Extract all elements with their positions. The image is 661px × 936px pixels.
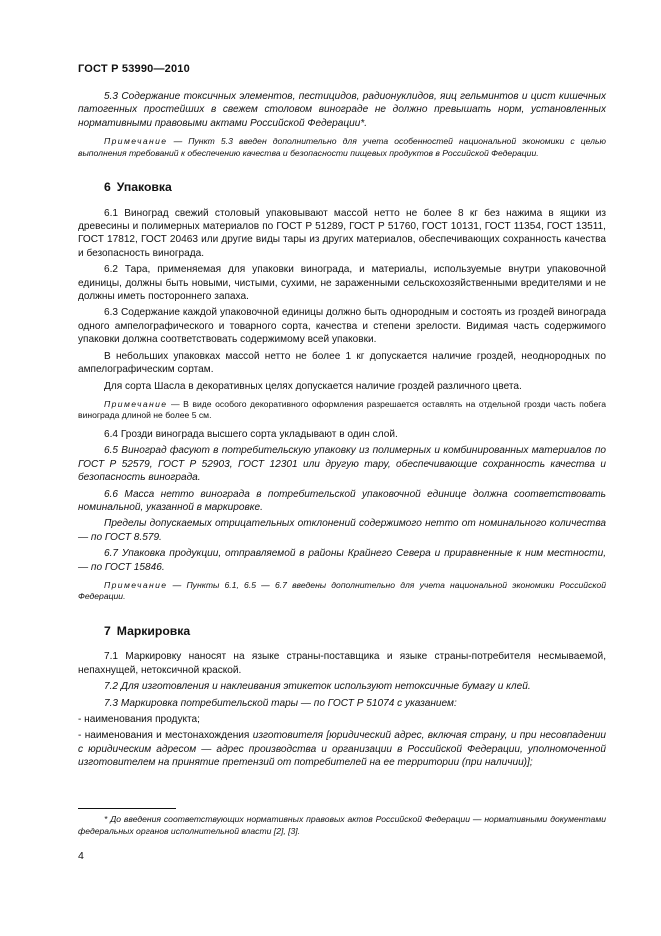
clause-6-3-small-packages: В небольших упаковках массой нетто не более 1 кг допускается наличие гроздей, неоднородных по ампелографическим сортам. xyxy=(78,350,606,376)
note-label: Примечание xyxy=(104,579,168,590)
note-text: — Пункт 5.3 введен дополнительно для учета особенностей национальной экономики с целью выполнения требований к обеспечению качества и безопасности пищевых продуктов в Российской Федерации. xyxy=(78,136,606,158)
note-6-3 xyxy=(78,399,606,422)
note-text: — Пункты 6.1, 6.5 — 6.7 введены дополнительно для учета национальной экономики Российской Федерации. xyxy=(78,579,606,602)
list-item-manufacturer xyxy=(78,729,606,769)
note-text: — В виде особого декоративного оформления разрешается оставлять на отдельной грозди часть побега винограда длиной не более 5 см. xyxy=(78,398,606,421)
note-label: Примечание xyxy=(104,398,168,409)
list-item-product-name: - наименования продукта; xyxy=(78,714,200,725)
section-number: 6 xyxy=(104,180,111,195)
note-6-7 xyxy=(78,580,606,603)
list-item-lead: - наименования и местонахождения xyxy=(78,730,253,742)
clause-7-1: 7.1 Маркировку наносят на языке страны-поставщика и языке страны-потребителя несмываемой, непахнущей, нетоксичной краской. xyxy=(78,651,606,676)
footnote-divider xyxy=(78,808,176,809)
clause-6-6: 6.6 Масса нетто винограда в потребительской упаковочной единице должна соответствовать номинальной, указанной в маркировке. xyxy=(78,488,606,513)
clause-6-2: 6.2 Тара, применяемая для упаковки винограда, и материалы, используемые внутри упаковочной единицы, должны быть новыми, чистыми, сухими, не зараженными сельскохозяйственными вредителями и не должны иметь постороннего запаха. xyxy=(78,264,606,303)
section-title: Маркировка xyxy=(116,623,191,638)
clause-6-4: 6.4 Грозди винограда высшего сорта укладывают в один слой. xyxy=(104,428,398,440)
document-code-header: ГОСТ Р 53990—2010 xyxy=(78,63,190,75)
clause-6-1: 6.1 Виноград свежий столовый упаковывают массой нетто не более 8 кг без нажима в ящики из древесины и полимерных материалов по ГОСТ Р 51289, ГОСТ Р 51760, ГОСТ 10131, ГОСТ 11354, ГОСТ 13511, ГОСТ 17812, ГОСТ 20463 или другие виды тары из других материалов, обеспечивающих сохранность качества и безопасность винограда. xyxy=(78,207,606,259)
page-number: 4 xyxy=(78,850,84,862)
section-7-heading xyxy=(104,625,606,638)
section-6-heading xyxy=(104,181,606,194)
clause-7-2: 7.2 Для изготовления и наклеивания этикеток используют нетоксичные бумагу и клей. xyxy=(104,681,531,693)
list-item-detail: изготовителя [юридический адрес, включая страну, и при несовпадении с юридическим адресом — адрес производства и организации в Российской Федерации, уполномоченной изготовителем на принятие претензий от потребителей на ее территории (при наличии)]; xyxy=(78,730,606,769)
page-content xyxy=(78,90,606,773)
clause-6-5: 6.5 Виноград фасуют в потребительскую упаковку из полимерных и комбинированных материалов по ГОСТ Р 52579, ГОСТ Р 52903, ГОСТ 12301 или другую тару, обеспечивающие сохранность качества и безопасность винограда. xyxy=(78,445,606,484)
clause-5-3: 5.3 Содержание токсичных элементов, пестицидов, радионуклидов, яиц гельминтов и цист кишечных патогенных простейших в свежем столовом винограде не должно превышать норм, установленных нормативными правовыми актами Российской Федерации*. xyxy=(78,91,606,129)
note-label: Примечание xyxy=(104,136,168,147)
clause-6-3-chasselas: Для сорта Шасла в декоративных целях допускается наличие гроздей различного цвета. xyxy=(104,380,522,392)
note-5-3 xyxy=(78,136,606,159)
section-number: 7 xyxy=(104,623,111,638)
clause-6-3: 6.3 Содержание каждой упаковочной единицы должно быть однородным и состоять из гроздей винограда одного ампелографического и товарного сорта, качества и степени зрелости. Видимая часть содержимого упаковки должна соответствовать содержимому всей упаковки. xyxy=(78,307,606,346)
clause-6-7: 6.7 Упаковка продукции, отправляемой в районы Крайнего Севера и приравненные к ним местности, — по ГОСТ 15846. xyxy=(78,548,606,573)
footnote: * До введения соответствующих нормативных правовых актов Российской Федерации — нормативными документами федеральных органов исполнительной власти [2], [3]. xyxy=(78,814,606,836)
clause-7-3: 7.3 Маркировка потребительской тары — по ГОСТ Р 51074 с указанием: xyxy=(104,697,457,709)
clause-6-6-tolerance: Пределы допускаемых отрицательных отклонений содержимого нетто от номинального количества — по ГОСТ 8.579. xyxy=(78,518,606,543)
section-title: Упаковка xyxy=(116,180,172,195)
